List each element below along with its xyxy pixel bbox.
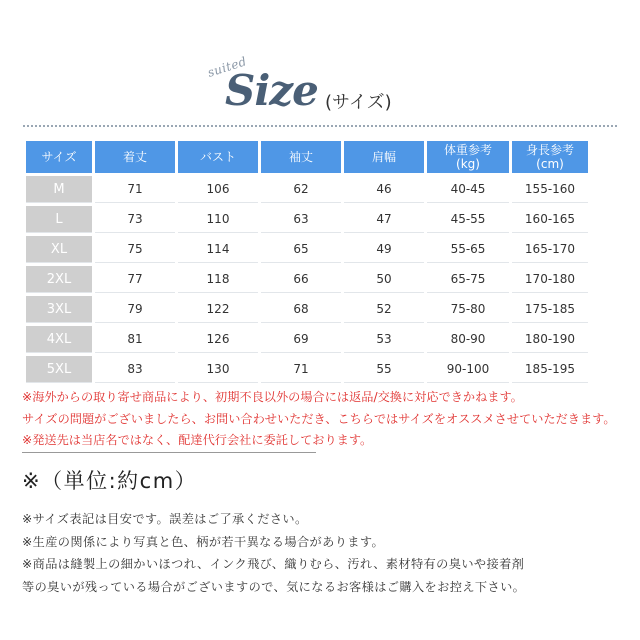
unit-title: ※（単位:約cm） [22,469,198,493]
table-cell: 114 [178,236,258,263]
table-cell: 79 [95,296,175,323]
note-size-tolerance: ※サイズ表記は目安です。誤差はご了承ください。 [22,512,308,526]
note-shipping: ※発送先は当店名ではなく、配達代行会社に委託しております。 [22,433,373,447]
table-cell: 65 [261,236,341,263]
size-label-cell: 2XL [26,266,92,293]
header-size: サイズ [26,141,92,173]
note-color-variance: ※生産の関係により写真と色、柄が若干異なる場合があります。 [22,534,385,549]
table-row [26,326,588,353]
table-cell: 73 [95,206,175,233]
table-cell: 68 [261,296,341,323]
table-cell: 66 [261,266,341,293]
table-cell: 75 [95,236,175,263]
size-subtitle: (サイズ) [325,92,392,113]
note-size-inquiry: サイズの問題がございましたら、お問い合わせいただき、こちらではサイズをオススメさせていただきます。 [22,411,616,426]
table-row [26,206,588,233]
note-manufacturing-2: 等の臭いが残っている場合がございますので、気になるお客様はご購入をお控え下さい。 [22,579,526,594]
table-cell: 122 [178,296,258,323]
table-cell: 155-160 [512,176,588,203]
size-title: Size [225,66,318,115]
table-cell: 160-165 [512,206,588,233]
table-cell: 52 [344,296,424,323]
table-cell: 126 [178,326,258,353]
table-cell: 71 [261,356,341,383]
note-returns: ※海外からの取り寄せ商品により、初期不良以外の場合には返品/交換に対応できかねます。 [22,390,523,404]
dotted-divider [23,125,617,127]
table-header-row [26,141,588,173]
table-cell: 175-185 [512,296,588,323]
table-cell: 55 [344,356,424,383]
suited-label: suited [205,54,249,80]
header-bust: バスト [178,141,258,173]
size-label-cell: 3XL [26,296,92,323]
table-cell: 81 [95,326,175,353]
header-weight: 体重参考 (kg) [427,141,509,173]
table-cell: 83 [95,356,175,383]
table-cell: 46 [344,176,424,203]
header-sleeve: 袖丈 [261,141,341,173]
table-cell: 49 [344,236,424,263]
table-cell: 55-65 [427,236,509,263]
size-label-cell: XL [26,236,92,263]
product-notes [22,508,622,598]
table-cell: 170-180 [512,266,588,293]
table-cell: 80-90 [427,326,509,353]
table-cell: 130 [178,356,258,383]
table-cell: 45-55 [427,206,509,233]
table-cell: 106 [178,176,258,203]
table-cell: 180-190 [512,326,588,353]
table-cell: 110 [178,206,258,233]
table-cell: 165-170 [512,236,588,263]
header-shoulder: 肩幅 [344,141,424,173]
table-row [26,236,588,263]
table-cell: 77 [95,266,175,293]
table-row [26,266,588,293]
table-cell: 90-100 [427,356,509,383]
size-label-cell: 4XL [26,326,92,353]
table-row [26,296,588,323]
size-label-cell: M [26,176,92,203]
table-cell: 50 [344,266,424,293]
table-cell: 62 [261,176,341,203]
table-row [26,176,588,203]
table-cell: 53 [344,326,424,353]
header-length: 着丈 [95,141,175,173]
note-manufacturing-1: ※商品は縫製上の細かいほつれ、インク飛び、織りむら、汚れ、素材特有の臭いや接着剤 [22,557,525,571]
table-cell: 185-195 [512,356,588,383]
size-chart-table [23,138,591,386]
size-label-cell: 5XL [26,356,92,383]
table-cell: 40-45 [427,176,509,203]
shipping-notes [22,387,622,452]
header-height: 身長参考 (cm) [512,141,588,173]
size-logo [205,48,435,123]
table-cell: 47 [344,206,424,233]
size-label-cell: L [26,206,92,233]
table-cell: 63 [261,206,341,233]
table-cell: 71 [95,176,175,203]
table-cell: 75-80 [427,296,509,323]
table-cell: 69 [261,326,341,353]
table-cell: 65-75 [427,266,509,293]
table-row [26,356,588,383]
section-divider [22,452,316,453]
table-cell: 118 [178,266,258,293]
